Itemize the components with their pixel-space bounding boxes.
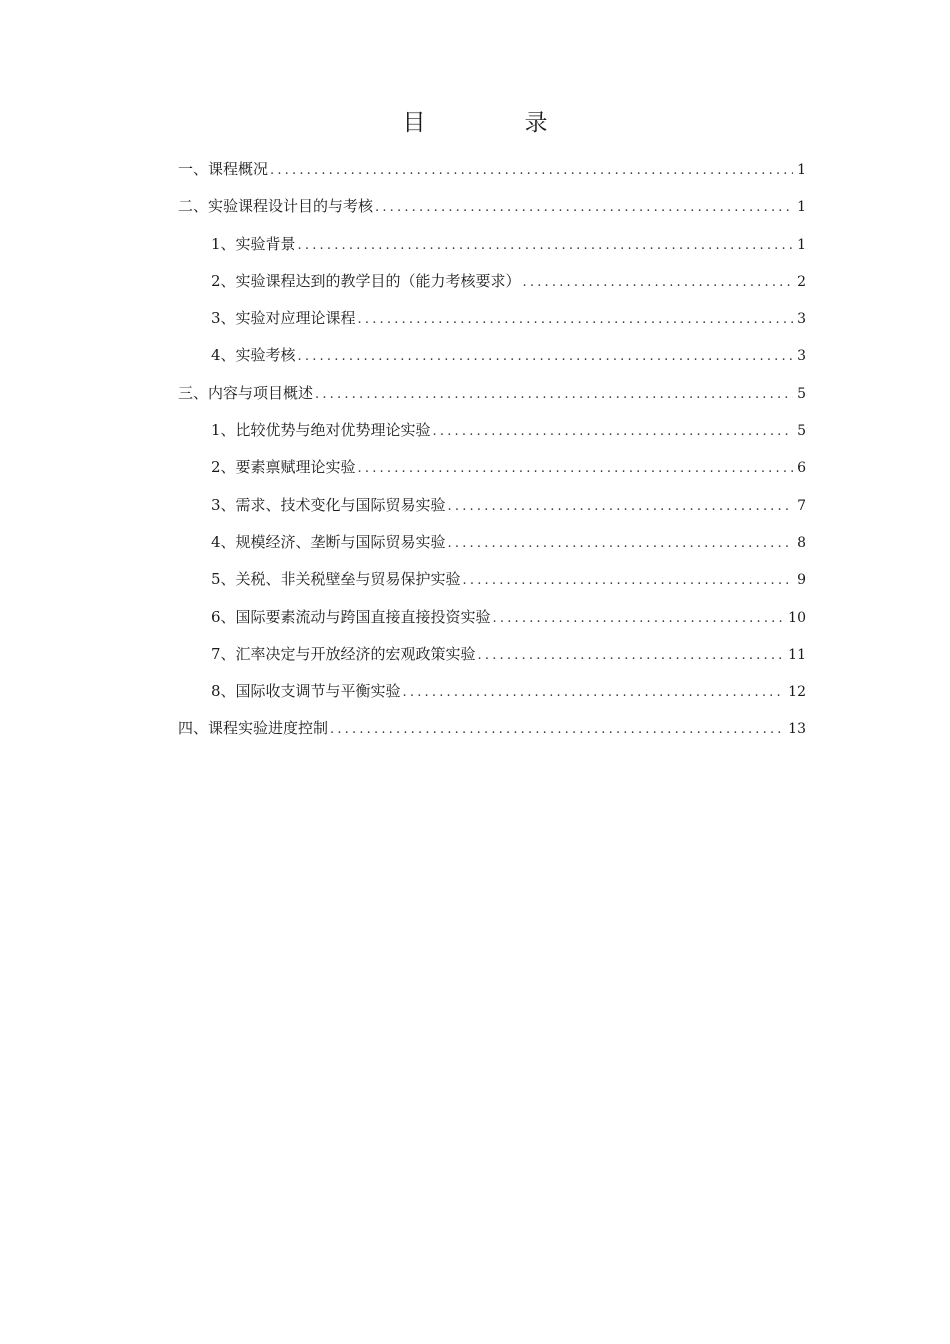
toc-entry[interactable] [178,487,806,524]
toc-dot-leader [448,488,793,525]
toc-entry-page: 3 [797,348,806,365]
toc-entry-page: 5 [797,385,806,402]
toc-entry-label: 3、实验对应理论课程 [211,309,356,328]
toc-entry[interactable] [178,599,806,636]
toc-entry-page: 12 [788,684,806,701]
toc-entry-label: 8、国际收支调节与平衡实验 [211,682,401,701]
toc-entry-label: 6、国际要素流动与跨国直接直接投资实验 [211,607,491,626]
toc-entry-label: 7、汇率决定与开放经济的宏观政策实验 [211,644,476,663]
toc-entry-label: 2、要素禀赋理论实验 [211,458,356,477]
toc-entry[interactable] [178,263,806,300]
toc-entry-label: 5、关税、非关税壁垒与贸易保护实验 [211,570,461,589]
toc-entry-page: 2 [797,273,806,290]
toc-dot-leader [448,525,793,562]
toc-entry[interactable] [178,151,806,188]
toc-title: 目 录 [402,110,586,136]
toc-entry-label: 1、实验背景 [211,234,296,253]
toc-entry-page: 6 [797,460,806,477]
toc-entry-page: 8 [797,534,806,551]
toc-entry-page: 1 [797,236,806,253]
toc-entry-page: 5 [797,423,806,440]
toc-dot-leader [463,562,793,599]
toc-entry-page: 10 [788,609,806,626]
toc-entry[interactable] [178,673,806,710]
toc-entry-page: 13 [788,721,806,738]
toc-dot-leader [523,264,793,301]
toc-entry[interactable] [178,300,806,337]
toc-entry-label: 四、课程实验进度控制 [178,719,329,738]
toc-entry[interactable] [178,636,806,673]
toc-entry-label: 三、内容与项目概述 [178,383,314,402]
toc-dot-leader [493,600,784,637]
toc-entry[interactable] [178,188,806,225]
toc-dot-leader [403,674,784,711]
toc-dot-leader [298,227,793,264]
toc-entry-label: 1、比较优势与绝对优势理论实验 [211,421,431,440]
toc-entry-label: 一、课程概况 [178,160,269,178]
toc-dot-leader [270,152,793,189]
toc-dot-leader [433,413,793,450]
toc-entry[interactable] [178,337,806,374]
toc-dot-leader [478,637,784,674]
toc-dot-leader [298,338,793,375]
toc-entry-page: 11 [788,646,806,663]
toc-entry[interactable] [178,449,806,486]
toc-dot-leader [330,711,784,748]
toc-entry[interactable] [178,710,806,747]
toc-entry-label: 2、实验课程达到的教学目的（能力考核要求） [211,271,521,290]
toc-entry-page: 1 [797,162,806,178]
toc-dot-leader [358,450,793,487]
toc-entry[interactable] [178,226,806,263]
toc-entry-page: 3 [797,311,806,328]
toc-entry-label: 4、实验考核 [211,346,296,365]
toc-dot-leader [315,376,793,413]
toc-entry-label: 3、需求、技术变化与国际贸易实验 [211,495,446,514]
toc-entry-page: 7 [797,497,806,514]
toc-entry[interactable] [178,375,806,412]
toc-entry[interactable] [178,561,806,598]
toc-entry[interactable] [178,524,806,561]
toc-dot-leader [375,189,793,226]
toc-entry-label: 二、实验课程设计目的与考核 [178,197,374,216]
toc-entry-label: 4、规模经济、垄断与国际贸易实验 [211,532,446,551]
toc-entry-page: 9 [797,572,806,589]
toc-dot-leader [358,301,793,338]
table-of-contents [178,151,806,748]
toc-entry-page: 1 [797,199,806,216]
toc-entry[interactable] [178,412,806,449]
